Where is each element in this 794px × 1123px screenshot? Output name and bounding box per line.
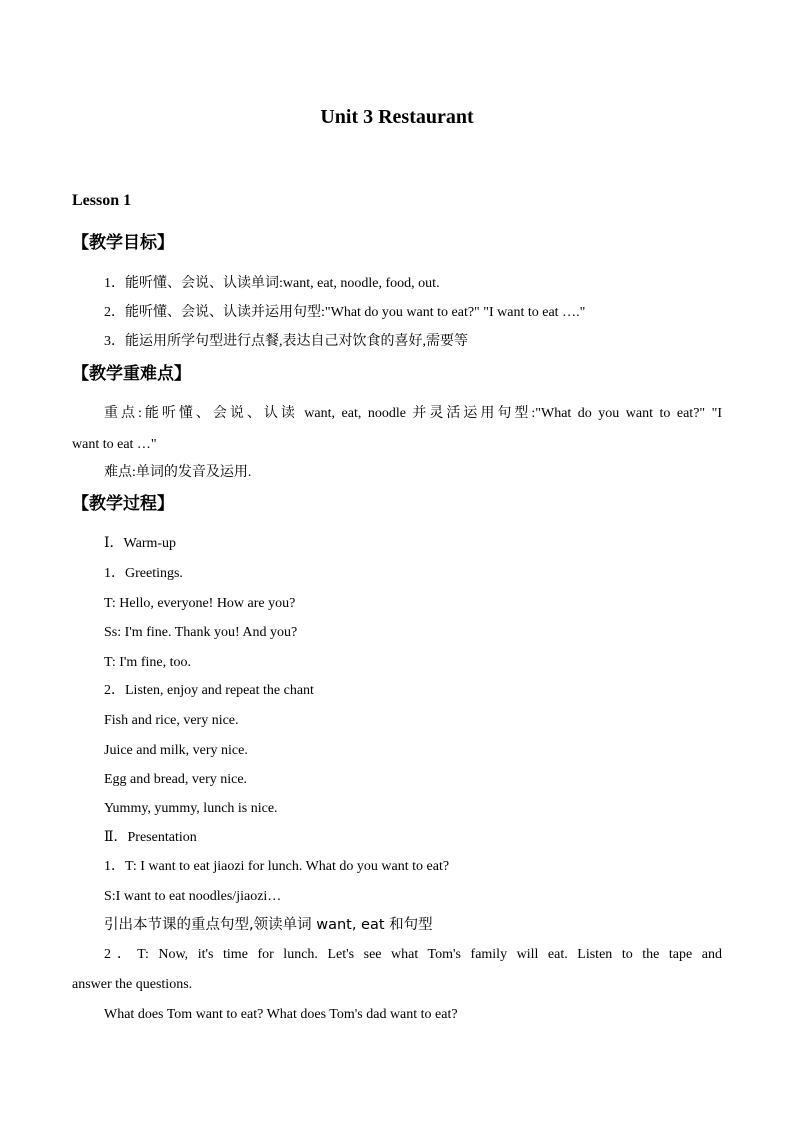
process-line: 引出本节课的重点句型,领读单词 want, eat 和句型 bbox=[104, 917, 433, 933]
process-line: 1．T: I want to eat jiaozi for lunch. What do you want to eat? bbox=[104, 859, 450, 874]
objectives-heading: 【教学目标】 bbox=[72, 233, 174, 253]
process-line: Ⅰ．Warm-up bbox=[104, 536, 177, 551]
objective-item: 3．能运用所学句型进行点餐,表达自己对饮食的喜好,需要等 bbox=[104, 334, 468, 349]
key-point-focus-continued: want to eat …" bbox=[72, 437, 157, 452]
process-line: Juice and milk, very nice. bbox=[104, 743, 248, 758]
process-line: 2．T: Now, it's time for lunch. Let's see what Tom's family will eat. Listen to the tape and bbox=[104, 947, 722, 962]
process-line: Fish and rice, very nice. bbox=[104, 713, 239, 728]
process-line: T: I'm fine, too. bbox=[104, 655, 191, 670]
key-point-difficulty: 难点:单词的发音及运用. bbox=[104, 465, 252, 480]
process-line: Yummy, yummy, lunch is nice. bbox=[104, 801, 278, 816]
process-line: 2．Listen, enjoy and repeat the chant bbox=[104, 683, 314, 698]
process-line: What does Tom want to eat? What does Tom's dad want to eat? bbox=[104, 1007, 458, 1022]
document-title: Unit 3 Restaurant bbox=[320, 106, 474, 128]
process-line: Egg and bread, very nice. bbox=[104, 772, 248, 787]
process-line: T: Hello, everyone! How are you? bbox=[104, 596, 296, 611]
process-line: S:I want to eat noodles/jiaozi… bbox=[104, 889, 282, 904]
key-points-heading: 【教学重难点】 bbox=[72, 364, 191, 384]
key-point-focus: 重点:能听懂、会说、认读 want, eat, noodle 并灵活运用句型:"What do you want to eat?" "I bbox=[104, 406, 722, 421]
objective-item: 2．能听懂、会说、认读并运用句型:"What do you want to eat?" "I want to eat …." bbox=[104, 305, 586, 320]
lesson-heading: Lesson 1 bbox=[72, 192, 132, 209]
objective-item: 1．能听懂、会说、认读单词:want, eat, noodle, food, out. bbox=[104, 276, 440, 291]
process-line: Ss: I'm fine. Thank you! And you? bbox=[104, 625, 298, 640]
process-line: 1．Greetings. bbox=[104, 566, 183, 581]
process-heading: 【教学过程】 bbox=[72, 494, 174, 514]
process-line: Ⅱ．Presentation bbox=[104, 830, 197, 845]
process-line: answer the questions. bbox=[72, 977, 193, 992]
